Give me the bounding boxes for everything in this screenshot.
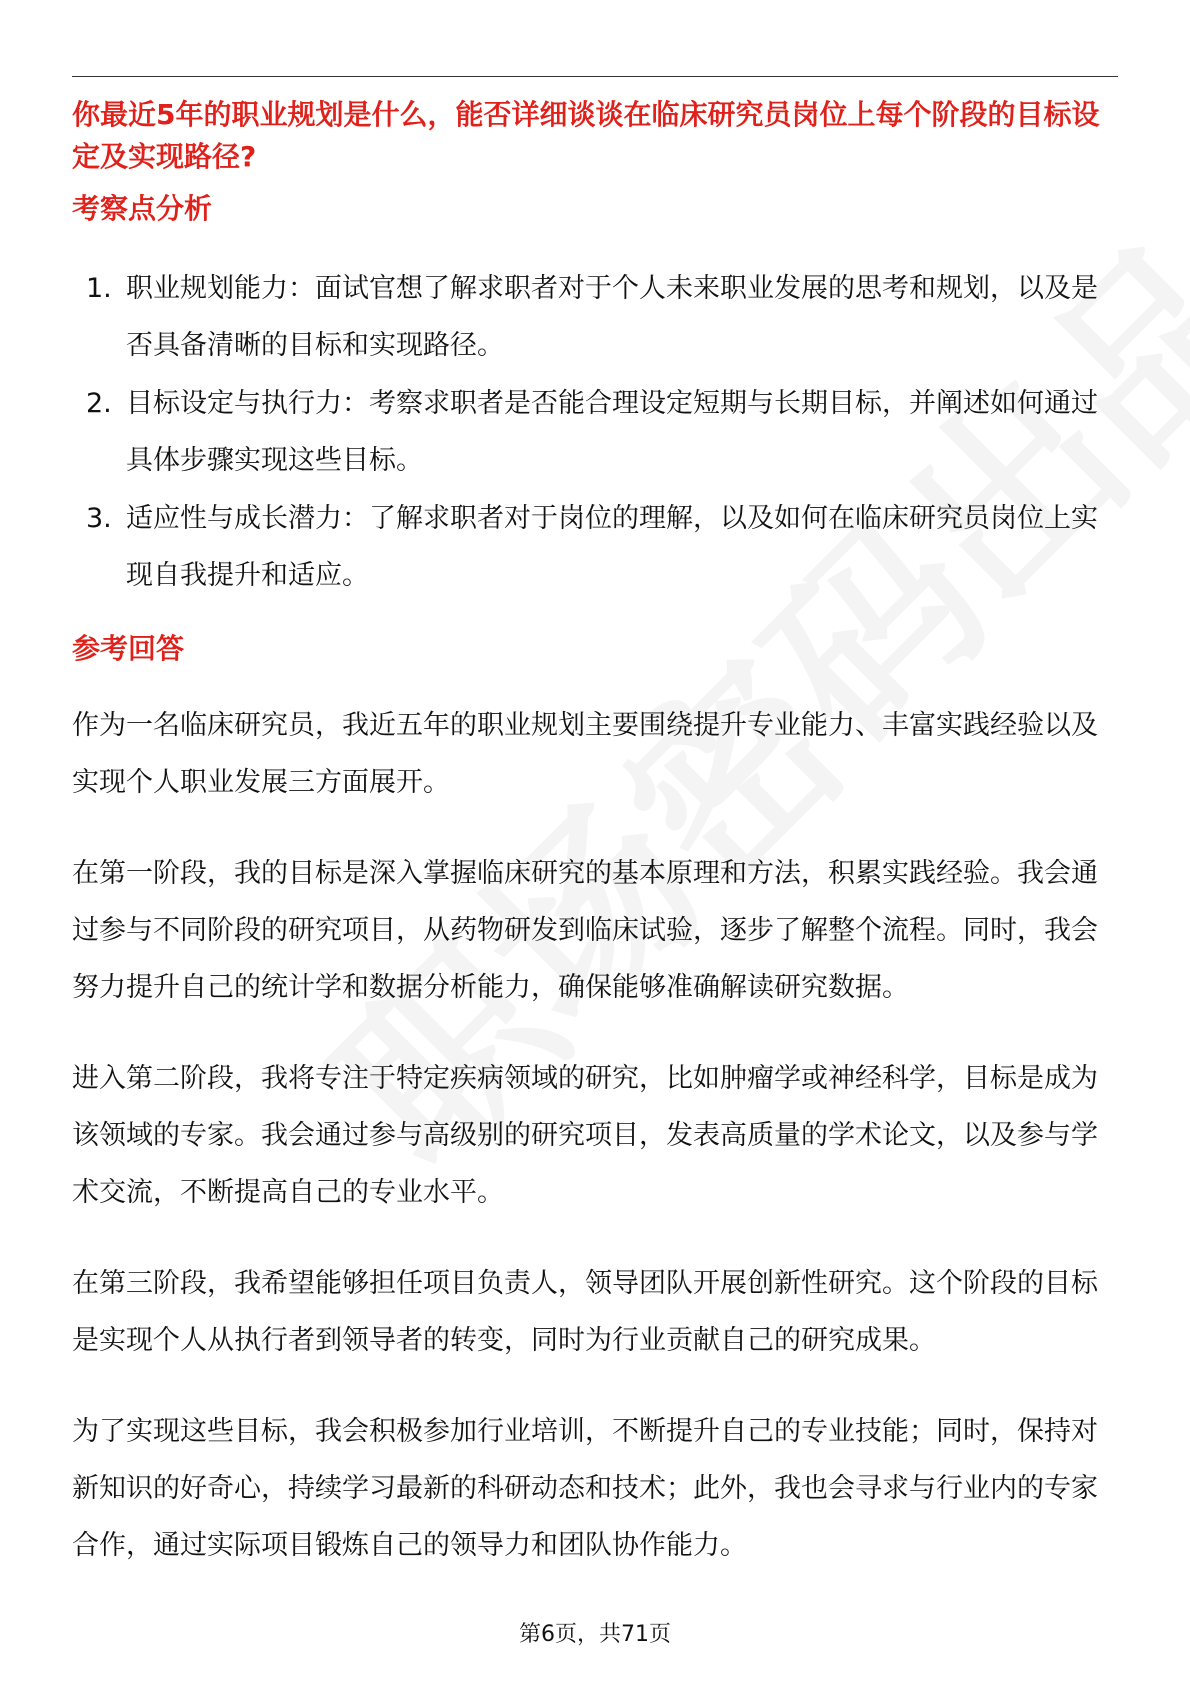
analysis-item-2 xyxy=(72,375,1118,489)
analysis-item-3 xyxy=(72,490,1118,604)
analysis-item-text: 适应性与成长潜力：了解求职者对于岗位的理解，以及如何在临床研究员岗位上实现自我提升和适应。 xyxy=(126,503,1098,591)
answer-paragraph: 作为一名临床研究员，我近五年的职业规划主要围绕提升专业能力、丰富实践经验以及实现个人职业发展三方面展开。 xyxy=(72,710,1098,798)
answer-section-title: 参考回答 xyxy=(72,632,185,665)
top-divider xyxy=(72,76,1118,77)
answer-paragraph: 在第一阶段，我的目标是深入掌握临床研究的基本原理和方法，积累实践经验。我会通过参与不同阶段的研究项目，从药物研发到临床试验，逐步了解整个流程。同时，我会努力提升自己的统计学和数据分析能力，确保能够准确解读研究数据。 xyxy=(72,858,1098,1003)
page-number: 第6页，共71页 xyxy=(519,1622,671,1647)
answer-body xyxy=(72,697,1118,1608)
analysis-item-number: 1. xyxy=(86,273,112,304)
analysis-section-title: 考察点分析 xyxy=(72,192,213,225)
analysis-item-1 xyxy=(72,260,1118,374)
analysis-item-number: 3. xyxy=(86,503,112,534)
answer-paragraph: 在第三阶段，我希望能够担任项目负责人，领导团队开展创新性研究。这个阶段的目标是实现个人从执行者到领导者的转变，同时为行业贡献自己的研究成果。 xyxy=(72,1268,1098,1356)
analysis-list xyxy=(72,260,1118,605)
analysis-item-number: 2. xyxy=(86,388,112,419)
analysis-item-text: 职业规划能力：面试官想了解求职者对于个人未来职业发展的思考和规划，以及是否具备清晰的目标和实现路径。 xyxy=(126,273,1098,361)
answer-paragraph: 进入第二阶段，我将专注于特定疾病领域的研究，比如肿瘤学或神经科学，目标是成为该领域的专家。我会通过参与高级别的研究项目，发表高质量的学术论文，以及参与学术交流，不断提高自己的专业水平。 xyxy=(72,1063,1098,1208)
question-heading: 你最近5年的职业规划是什么，能否详细谈谈在临床研究员岗位上每个阶段的目标设定及实现路径? xyxy=(72,98,1100,173)
answer-paragraph: 为了实现这些目标，我会积极参加行业培训，不断提升自己的专业技能；同时，保持对新知识的好奇心，持续学习最新的科研动态和技术；此外，我也会寻求与行业内的专家合作，通过实际项目锻炼自己的领导力和团队协作能力。 xyxy=(72,1416,1098,1561)
analysis-item-text: 目标设定与执行力：考察求职者是否能合理设定短期与长期目标，并阐述如何通过具体步骤实现这些目标。 xyxy=(126,388,1098,476)
